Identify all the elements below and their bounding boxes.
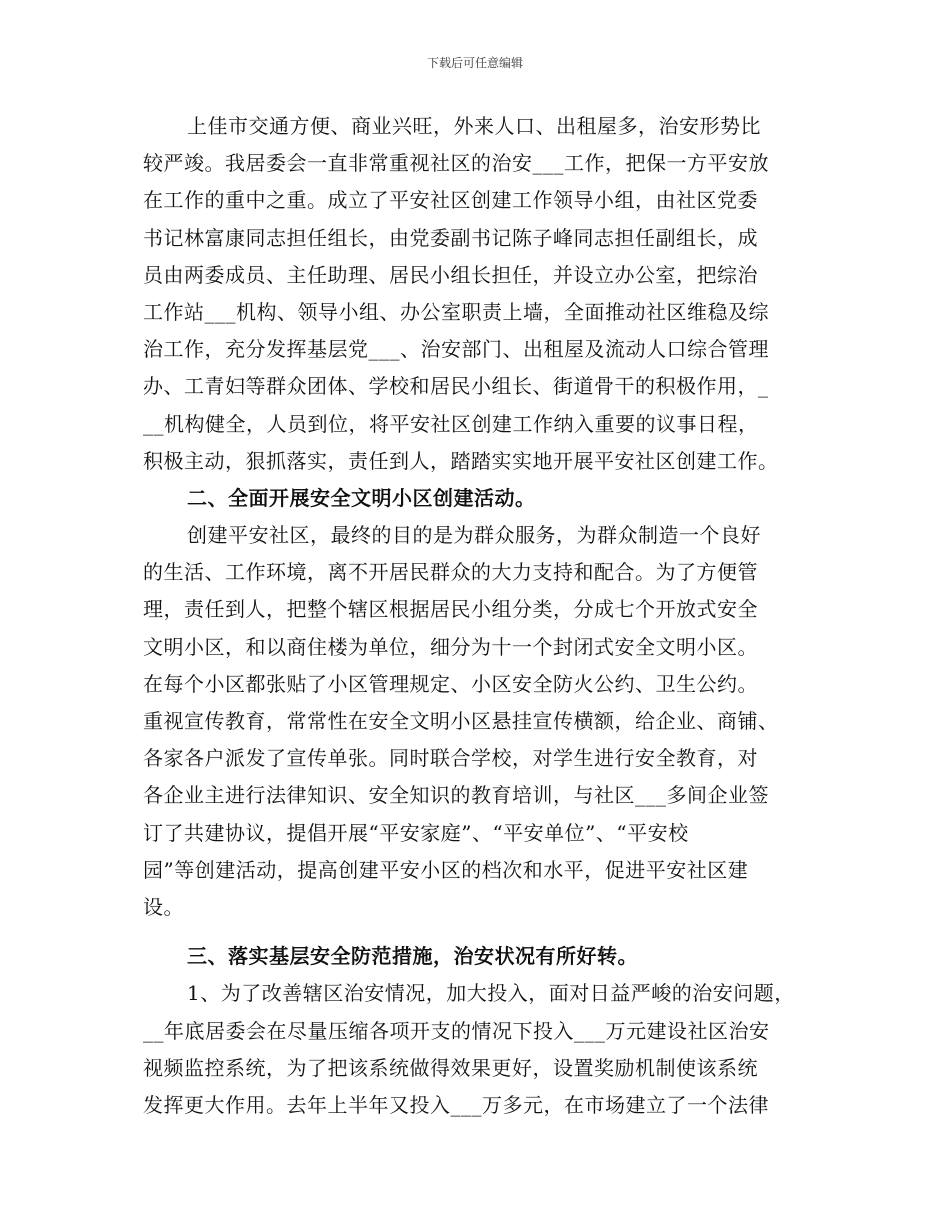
paragraph-line: 创建平安社区，最终的目的是为群众服务，为群众制造一个良好 — [187, 523, 761, 548]
page-header: 下载后可任意编辑 — [426, 56, 523, 70]
paragraph-line: 园”等创建活动，提高创建平安小区的档次和水平，促进平安社区建 — [143, 857, 749, 882]
paragraph-line: 发挥更大作用。去年上半年又投入___万多元，在市场建立了一个法律 — [143, 1092, 769, 1117]
paragraph-line: 文明小区，和以商住楼为单位，细分为十一个封闭式安全文明小区。 — [143, 634, 758, 659]
paragraph-line: 的生活、工作环境，离不开居民群众的大力支持和配合。为了方便管 — [143, 560, 758, 585]
section-heading-2: 二、全面开展安全文明小区创建活动。 — [187, 485, 536, 510]
paragraph-line: __年底居委会在尽量压缩各项开支的情况下投入___万元建设社区治安 — [143, 1018, 770, 1043]
paragraph-line: 较严竣。我居委会一直非常重视社区的治安___工作，把保一方平安放 — [143, 151, 769, 176]
paragraph-line: 员由两委成员、主任助理、居民小组长担任，并设立办公室，把综治 — [143, 262, 758, 287]
paragraph-line: 书记林富康同志担任组长，由党委副书记陈子峰同志担任副组长，成 — [143, 225, 758, 250]
paragraph-line: 订了共建协议，提倡开展“平安家庭”、“平安单位”、“平安校 — [143, 820, 689, 845]
paragraph-line: 视频监控系统，为了把该系统做得效果更好，设置奖励机制使该系统 — [143, 1055, 758, 1080]
paragraph-line: 在工作的重中之重。成立了平安社区创建工作领导小组，由社区党委 — [143, 188, 758, 213]
paragraph-line: __机构健全，人员到位，将平安社区创建工作纳入重要的议事日程， — [143, 411, 759, 436]
paragraph-line: 治工作，充分发挥基层党___、治安部门、出租屋及流动人口综合管理 — [143, 337, 769, 362]
section-heading-3: 三、落实基层安全防范措施，治安状况有所好转。 — [187, 944, 638, 969]
paragraph-line: 理，责任到人，把整个辖区根据居民小组分类，分成七个开放式安全 — [143, 597, 758, 622]
paragraph-line: 工作站___机构、领导小组、办公室职责上墙，全面推动社区维稳及综 — [143, 299, 769, 324]
paragraph-line: 在每个小区都张贴了小区管理规定、小区安全防火公约、卫生公约。 — [143, 671, 758, 696]
document-body — [143, 108, 813, 1124]
paragraph-line: 各家各户派发了宣传单张。同时联合学校，对学生进行安全教育，对 — [143, 746, 758, 771]
paragraph-line: 重视宣传教育，常常性在安全文明小区悬挂宣传横额，给企业、商铺、 — [143, 709, 779, 733]
paragraph-line: 积极主动，狠抓落实，责任到人，踏踏实实地开展平安社区创建工作。 — [143, 448, 779, 473]
paragraph-line: 上佳市交通方便、商业兴旺，外来人口、出租屋多，治安形势比 — [187, 114, 761, 138]
paragraph-line: 设。 — [143, 894, 184, 919]
paragraph-line: 1、为了改善辖区治安情况，加大投入，面对日益严峻的治安问题， — [187, 981, 795, 1006]
paragraph-line: 办、工青妇等群众团体、学校和居民小组长、街道骨干的积极作用，_ — [143, 374, 769, 399]
spacer — [143, 926, 813, 938]
paragraph-line: 各企业主进行法律知识、安全知识的教育培训，与社区___多间企业签 — [143, 783, 769, 808]
